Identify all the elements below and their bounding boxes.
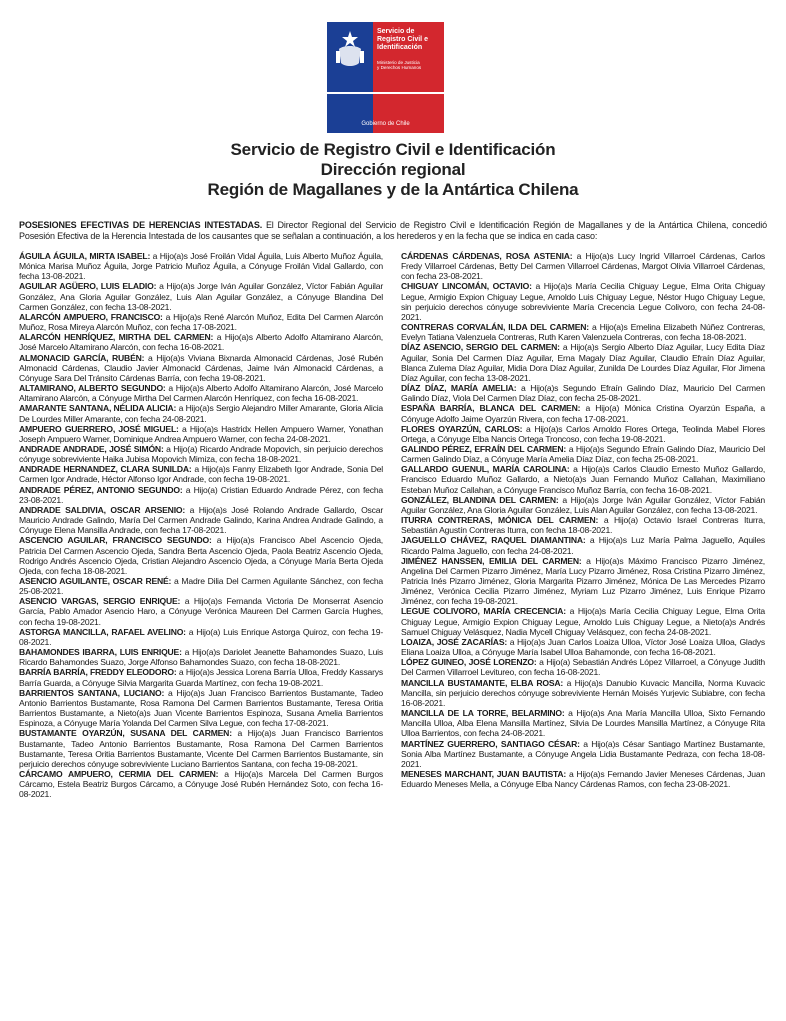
heirs-text: a Hijo(a)s Marcela Del Carmen Burgos Cárcamo, Estela Beatriz Burgos Cárcamo, a Cónyuge José Rubén Hernández Soto, con fecha 16-08-2021. bbox=[19, 768, 383, 800]
heirs-text: a Hijo(a)s Máximo Francisco Pizarro Jiménez, Angelina Del Carmen Pizarro Jiménez, María Lucy Pizarro Jiménez, Rosa Cristina Pizarro Jiménez, Patricia Inés Pizarro Jiménez, Gloria Margarita Pizarro Jiménez, Mónica De Las Mercedes Pizarro Jiménez, Verónica Cecilia Pizarro Jiménez, Myriam Luz Pizarro Jiménez, Luis Enrique Pizarro Jiménez, con fecha 19-08-2021. bbox=[401, 555, 765, 607]
notice-entry bbox=[19, 444, 383, 464]
logo-line-1: Servicio de bbox=[377, 28, 415, 35]
notice-entry bbox=[19, 353, 383, 383]
heirs-text: a Hijo(a)s Jessica Lorena Barría Ulloa, Freddy Kassarys Barría Guarda, a Cónyuge Silvia Margarita Guarda Martínez, con fecha 19-08-2021. bbox=[19, 667, 383, 688]
heirs-text: a Hijo(a)s José Froilán Vidal Águila, Luis Alberto Muñoz Águila, Mónica Marisa Muñoz Águila, Jorge Patricio Muñoz Águila, a Cónyuge Froilán Vidal Gallardo, con fecha 13-08-2021. bbox=[19, 251, 383, 282]
notice-entry bbox=[19, 535, 383, 576]
notice-entry bbox=[19, 667, 383, 687]
notice-entry bbox=[401, 556, 765, 607]
heirs-text: a Hijo(a)s Fernanda Victoria De Monserrat Asencio García, Pablo Amador Asencio Haro, a Cónyuge Verónica Maureen Del Carmen García Hughes, con fecha 19-08-2021. bbox=[19, 596, 384, 627]
notice-entry bbox=[401, 739, 765, 769]
document-title-block bbox=[0, 140, 786, 200]
decedent-name: BUSTAMANTE OYARZÚN, SUSANA DEL CARMEN: bbox=[19, 728, 232, 739]
decedent-name: MANCILLA DE LA TORRE, BELARMINO: bbox=[401, 708, 565, 719]
decedent-name: GALINDO PÉREZ, EFRAÍN DEL CARMEN: bbox=[401, 443, 567, 454]
heirs-text: a Hijo(a)s Viviana Bixnarda Almonacid Cárdenas, José Rubén Almonacid Cárdenas, Claudio Javier Almonacid Cárdenas, Jaime Iván Almonacid Cárdenas, a Cónyuge Sara Del Tránsito Cárdenas Barría, con fecha 19-08-2021. bbox=[19, 352, 383, 383]
notice-entry bbox=[19, 728, 383, 769]
decedent-name: BARRIENTOS SANTANA, LUCIANO: bbox=[19, 687, 165, 698]
decedent-name: ESPAÑA BARRÍA, BLANCA DEL CARMEN: bbox=[401, 403, 581, 414]
decedent-name: CÁRDENAS CÁRDENAS, ROSA ASTENIA: bbox=[401, 251, 573, 261]
heirs-text: a Hijo(a)s María Cecilia Chiguay Legue, Elma Orita Chiguay Legue, Armigio Expion Chiguay Legue, Arnoldo Luis Chiguay Legue, a Nieto(a)s Andrés Samuel Chiguay Velásquez, Nadia Mycell Chiguay Velásquez, con fecha 24-08-2021. bbox=[401, 606, 765, 637]
heirs-text: a Hijo(a)s Lucy Ingrid Villarroel Cárdenas, Carlos Fredy Villarroel Cárdenas, Betty Del Carmen Villarroel Cárdenas, Margot Olivia Villarroel Cárdenas, con fecha 23-08-2021. bbox=[401, 251, 765, 282]
decedent-name: ANDRADE HERNANDEZ, CLARA SUNILDA: bbox=[19, 464, 192, 475]
notice-entry bbox=[401, 403, 765, 423]
decedent-name: CONTRERAS CORVALÁN, ILDA DEL CARMEN: bbox=[401, 322, 589, 333]
heirs-text: a Hijo(a)s Luz María Palma Jaguello, Aquiles Ricardo Palma Jaguello, con fecha 24-08-2021. bbox=[401, 535, 765, 556]
notice-entry bbox=[19, 312, 383, 332]
decedent-name: FLORES OYARZÚN, CARLOS: bbox=[401, 423, 523, 434]
logo-sub-line-2: y Derechos Humanos bbox=[377, 65, 422, 71]
heirs-text: a Hijo(a)s Carlos Claudio Ernesto Muñoz Gallardo, Francisco Eduardo Muñoz Gallardo, a Nieto(a)s Juan Fernando Muñoz Callahan, Maximiliano Esteban Muñoz Callahan, a Cónyuge Francisco Muñoz Barría, con fecha 16-08-2021. bbox=[401, 464, 766, 495]
heirs-text: a Hijo(a) Luis Enrique Astorga Quiroz, con fecha 19-08-2021. bbox=[19, 626, 383, 647]
heirs-text: a Hijo(a)s María Cecilia Chiguay Legue, Elma Orita Chiguay Legue, Armigio Expion Chiguay Legue, Arnoldo Luis Chiguay Legue, Néstor Hugo Chiguay Legue, sin perjuicio derechos cónyuge sobreviviente María Crecencia Legue Colivoro, con fecha 24-08-2021. bbox=[401, 281, 765, 322]
heirs-text: a Hijo(a)s Segundo Efraín Galindo Díaz, Mauricio Del Carmen Galindo Díaz, a Cónyuge María Amelia Díaz Díaz, con fecha 25-08-2021. bbox=[401, 443, 765, 465]
decedent-name: ÁGUILA ÁGUILA, MIRTA ISABEL: bbox=[19, 251, 151, 261]
notice-entry bbox=[401, 464, 765, 494]
heirs-text: a Hijo(a)s Sergio Alberto Díaz Aguilar, Lucy Edita Díaz Aguilar, Sonia Del Carmen Díaz Aguilar, Erna Magaly Díaz Aguilar, Claudio Efraín Díaz Aguilar, Blanca Zulema Díaz Aguilar, Midia Dora Díaz Aguilar, Zunilda De Lourdes Díaz Aguilar, Flor Jimena Díaz Aguilar, con fecha 13-08-2021. bbox=[401, 342, 765, 383]
notice-entry bbox=[19, 576, 383, 596]
heirs-text: a Madre Dilia Del Carmen Aguilante Sánchez, con fecha 25-08-2021. bbox=[19, 576, 383, 597]
decedent-name: JIMÉNEZ HANSSEN, EMILIA DEL CARMEN: bbox=[401, 555, 582, 566]
decedent-name: ANDRADE ANDRADE, JOSÉ SIMÓN: bbox=[19, 443, 164, 454]
heirs-text: a Hijo(a)s Alberto Adolfo Altamirano Alarcón, José Marcelo Altamirano Alarcón, con fecha 16-08-2021. bbox=[19, 332, 383, 353]
decedent-name: ALMONACID GARCÍA, RUBÉN: bbox=[19, 352, 145, 363]
title-line-1: Servicio de Registro Civil e Identificación bbox=[230, 140, 556, 159]
heirs-text: a Hijo(a)s José Rolando Andrade Gallardo, Oscar Mauricio Andrade Galindo, María Del Carmen Andrade Galindo, Karina Andrea Andrade Galindo, a Cónyuge Elena Mansilla Andrade, con fecha 17-08-2021. bbox=[19, 504, 383, 536]
decedent-name: AMPUERO GUERRERO, JOSÉ MIGUEL: bbox=[19, 423, 179, 434]
decedent-name: JAGUELLO CHÁVEZ, RAQUEL DIAMANTINA: bbox=[401, 535, 586, 546]
notice-entry bbox=[19, 647, 383, 667]
decedent-name: ASCENCIO AGUILAR, FRANCISCO SEGUNDO: bbox=[19, 535, 212, 546]
notice-entry bbox=[401, 637, 765, 657]
heirs-text: a Hijo(a) Octavio Israel Contreras Iturra, Sebastián Agustín Contreras Iturra, con fecha 18-08-2021. bbox=[401, 515, 766, 536]
heirs-text: a Hijo(a)s Danubio Kuvacic Mancilla, Norma Kuvacic Mancilla, sin perjuicio derechos cónyuge sobreviviente Hernán Moisés Yurjevic Subiabre, con fecha 16-08-2021. bbox=[401, 677, 765, 708]
decedent-name: LOAIZA, JOSÉ ZACARÍAS: bbox=[401, 636, 508, 647]
notice-entry bbox=[401, 535, 765, 555]
intro-text: El Director Regional del Servicio de Registro Civil e Identificación Región de Magallanes y de la Antártica Chilena, concedió Posesión Efectiva de la Herencia Intestada de los causantes que se señalan a continuación, a los herederos y en la fecha que se indica en cada caso: bbox=[19, 220, 767, 241]
decedent-name: CÁRCAMO AMPUERO, CERMIA DEL CARMEN: bbox=[19, 768, 219, 779]
logo-title bbox=[377, 28, 443, 52]
notice-entry bbox=[401, 444, 765, 464]
heirs-text: a Hijo(a)s Emelina Elizabeth Núñez Contreras, Evelyn Tatiana Valenzuela Contreras, Ruth Karen Valenzuela Contreras, con fecha 18-08-2021. bbox=[401, 322, 765, 343]
heirs-text: a Hijo(a)s César Santiago Martínez Bustamante, Sonia Alba Martínez Bustamante, a Cónyuge Angela Lidia Bustamante Pedraza, con fecha 18-08-2021. bbox=[401, 738, 765, 769]
notice-entry bbox=[401, 495, 765, 515]
heirs-text: a Hijo(a) Mónica Cristina Oyarzún España, a Cónyuge Adolfo Jaime Oyarzún Rivera, con fecha 17-08-2021. bbox=[401, 403, 766, 424]
heirs-text: a Hijo(a) Cristian Eduardo Andrade Pérez, con fecha 23-08-2021. bbox=[19, 484, 384, 505]
registro-civil-logo bbox=[327, 22, 444, 133]
heirs-text: a Hijo(a)s Juan Carlos Loaiza Ulloa, Víctor José Loaiza Ulloa, Gladys Eliana Loaiza Ulloa, a Cónyuge María Isabel Ulloa Bahamonde, con fecha 16-08-2021. bbox=[401, 636, 765, 658]
heirs-text: a Hijo(a)s Alberto Adolfo Altamirano Alarcón, José Marcelo Altamirano Alarcón, a Cónyuge Mirtha Del Carmen Alarcón Henríquez, con fecha 16-08-2021. bbox=[19, 383, 384, 404]
notice-entry bbox=[19, 769, 383, 799]
notice-entry bbox=[401, 657, 765, 677]
notice-entry bbox=[19, 464, 383, 484]
notice-entry bbox=[19, 596, 383, 626]
notice-entry bbox=[19, 383, 383, 403]
decedent-name: GONZÁLEZ, BLANDINA DEL CARMEN: bbox=[401, 494, 559, 505]
notice-entry bbox=[401, 606, 765, 636]
left-column bbox=[19, 251, 383, 799]
decedent-name: DÍAZ ASENCIO, SERGIO DEL CARMEN: bbox=[401, 342, 560, 353]
notice-entry bbox=[401, 281, 765, 322]
heirs-text: a Hijo(a)s René Alarcón Muñoz, Edita Del Carmen Alarcón Muñoz, Rosa Mireya Alarcón Muñoz, con fecha 17-08-2021. bbox=[19, 311, 384, 333]
notice-entry bbox=[401, 515, 765, 535]
heirs-text: a Hijo(a)s Dariolet Jeanette Bahamondes Suazo, Luis Ricardo Bahamondes Suazo, Jorge Alfonso Bahamondes Suazo, con fecha 18-08-2021. bbox=[19, 647, 383, 668]
heirs-text: a Hijo(a)s Sergio Alejandro Miller Amarante, Gloria Alicia De Lourdes Miller Amarante, con fecha 24-08-2021. bbox=[19, 403, 383, 424]
heirs-text: a Hijo(a)s Jorge Iván Aguilar González, Víctor Fabián Aguilar González, Ana Gloria Aguilar González, Luis Alan Aguilar González, a Cónyuge Blandina Del Carmen González, con fecha 13-08-2021. bbox=[19, 281, 383, 312]
chile-crest-icon bbox=[333, 29, 367, 69]
intro-lead: POSESIONES EFECTIVAS DE HERENCIAS INTESTADAS. bbox=[19, 220, 263, 230]
decedent-name: LEGUE COLIVORO, MARÍA CRECENCIA: bbox=[401, 606, 566, 617]
notice-entry bbox=[401, 383, 765, 403]
notice-entry bbox=[19, 627, 383, 647]
notice-entry bbox=[401, 322, 765, 342]
decedent-name: ALARCÓN HENRÍQUEZ, MIRTHA DEL CARMEN: bbox=[19, 332, 214, 343]
heirs-text: a Hijo(a)s Segundo Efraín Galindo Díaz, Mauricio Del Carmen Galindo Díaz, Viola Del Carmen Díaz Díaz, con fecha 25-08-2021. bbox=[401, 383, 765, 404]
notice-entry bbox=[19, 281, 383, 311]
heirs-text: a Hijo(a)s Ana María Mancilla Ulloa, Sixto Fernando Mancilla Ulloa, Alba Elena Mansilla Martínez, Silvia De Lourdes Mansilla Martínez, a Cónyuge Rita Ulloa Barrientos, con fecha 24-08-2021. bbox=[401, 708, 765, 739]
notice-entry bbox=[19, 403, 383, 423]
notice-entry bbox=[19, 688, 383, 729]
heirs-text: a Hijo(a)s Fanny Elizabeth Igor Andrade, Sonia Del Carmen Igor Andrade, Héctor Alfonso Igor Andrade, con fecha 19-08-2021. bbox=[19, 464, 383, 485]
decedent-name: ALARCÓN AMPUERO, FRANCISCO: bbox=[19, 311, 163, 322]
heirs-text: a Hijo(a)s Jorge Iván Aguilar González, Víctor Fabián Aguilar González, Ana Gloria Aguilar González, Luis Alan Aguilar González, con fecha 13-08-2021. bbox=[401, 494, 765, 515]
decedent-name: MANCILLA BUSTAMANTE, ELBA ROSA: bbox=[401, 677, 564, 688]
decedent-name: CHIGUAY LINCOMÁN, OCTAVIO: bbox=[401, 281, 532, 292]
decedent-name: ASENCIO AGUILANTE, OSCAR RENÉ: bbox=[19, 576, 172, 586]
decedent-name: AGUILAR AGÜERO, LUIS ELADIO: bbox=[19, 281, 157, 292]
logo-blue-bottom-block bbox=[327, 94, 373, 133]
right-column bbox=[401, 251, 765, 789]
logo-gobierno-label: Gobierno de Chile bbox=[361, 121, 410, 127]
decedent-name: ASENCIO VARGAS, SERGIO ENRIQUE: bbox=[19, 596, 181, 607]
decedent-name: DÍAZ DÍAZ, MARÍA AMELIA: bbox=[401, 383, 517, 394]
notice-entry bbox=[401, 678, 765, 708]
notice-entry bbox=[401, 251, 765, 281]
notice-entry bbox=[19, 424, 383, 444]
heirs-text: a Hijo(a) Ricardo Andrade Mopovich, sin perjuicio derechos cónyuge sobreviviente Haika Jubisa Mopovich Mimiza, con fecha 18-08-2021. bbox=[19, 443, 383, 465]
decedent-name: MENESES MARCHANT, JUAN BAUTISTA: bbox=[401, 768, 567, 779]
notice-entry bbox=[19, 485, 383, 505]
heirs-text: a Hijo(a)s Francisco Abel Ascencio Ojeda, Patricia Del Carmen Ascencio Ojeda, Sandra Berta Ascencio Ojeda, Paola Beatriz Ascencio Ojeda, Rodrigo Andrés Ascencio Ojeda, Cristian Alejandro Ascencio Ojeda, a Cónyuge María Berta Ojeda Ojeda, con fecha 18-08-2021. bbox=[19, 535, 383, 576]
notice-entry bbox=[401, 769, 765, 789]
title-line-2: Dirección regional bbox=[320, 160, 466, 179]
title-line-3: Región de Magallanes y de la Antártica Chilena bbox=[207, 180, 579, 199]
decedent-name: ALTAMIRANO, ALBERTO SEGUNDO: bbox=[19, 383, 166, 394]
decedent-name: ASTORGA MANCILLA, RAFAEL AVELINO: bbox=[19, 626, 186, 637]
decedent-name: LÓPEZ GUINEO, JOSÉ LORENZO: bbox=[401, 657, 537, 668]
decedent-name: ANDRADE SALDIVIA, OSCAR ARSENIO: bbox=[19, 504, 186, 515]
heirs-text: a Hijo(a)s Hastridx Hellen Ampuero Warner, Yonathan Joseph Ampuero Warner, Dominique Andrea Ampuero Warner, con fecha 24-08-2021. bbox=[19, 423, 384, 444]
logo-line-2: Registro Civil e bbox=[377, 36, 428, 43]
decedent-name: BAHAMONDES IBARRA, LUIS ENRIQUE: bbox=[19, 647, 182, 658]
decedent-name: ITURRA CONTRERAS, MÓNICA DEL CARMEN: bbox=[401, 515, 599, 526]
intro-paragraph bbox=[19, 220, 767, 242]
notice-entry bbox=[19, 332, 383, 352]
decedent-name: AMARANTE SANTANA, NÉLIDA ALICIA: bbox=[19, 403, 177, 414]
heirs-text: a Hijo(a)s Fernando Javier Meneses Cárdenas, Juan Eduardo Meneses Mella, a Cónyuge Elba Nancy Cárdenas Ramos, con fecha 23-08-2021. bbox=[401, 768, 765, 790]
decedent-name: BARRÍA BARRÍA, FREDDY ELEODORO: bbox=[19, 667, 177, 678]
heirs-text: a Hijo(a)s Carlos Arnoldo Flores Ortega, Teolinda Mabel Flores Ortega, a Cónyuge Elba Nancis Ortega Troncoso, con fecha 19-08-2021. bbox=[401, 423, 765, 444]
heirs-text: a Hijo(a)s Juan Francisco Barrientos Bustamante, Tadeo Antonio Barrientos Bustamante, Rosa Ramona Del Carmen Barrientos Bustamante, Teresa Oritia Barrientos Bustamante, Vicente Del Carmen Barrientos Bustamante, sin perjuicio derechos cónyuge sobreviviente Luciano Barrientos Santana, con fecha 19-08-2021. bbox=[19, 728, 383, 769]
decedent-name: ANDRADE PÉREZ, ANTONIO SEGUNDO: bbox=[19, 484, 183, 495]
decedent-name: MARTÍNEZ GUERRERO, SANTIAGO CÉSAR: bbox=[401, 738, 580, 749]
notice-entry bbox=[19, 251, 383, 281]
heirs-text: a Hijo(a) Sebastián Andrés López Villarroel, a Cónyuge Judith Del Carmen Villarroel Levitureo, con fecha 16-08-2021. bbox=[401, 657, 765, 678]
logo-sub-line-1: Ministerio de Justicia bbox=[377, 60, 420, 65]
logo-ministry bbox=[377, 60, 443, 71]
notice-entry bbox=[401, 424, 765, 444]
notice-entry bbox=[19, 505, 383, 535]
decedent-name: GALLARDO GUENUL, MARÍA CAROLINA: bbox=[401, 464, 570, 475]
logo-line-3: Identificación bbox=[377, 44, 423, 51]
notice-entry bbox=[401, 342, 765, 383]
notice-entry bbox=[401, 708, 765, 738]
heirs-text: a Hijo(a)s Juan Francisco Barrientos Bustamante, Tadeo Antonio Barrientos Bustamante, Rosa Ramona Del Carmen Barrientos Bustamante, Teresa Oritia Barrientos Bustamante, a Nieto(a)s Juan Vicente Barrientos Espinoza, Susana Amelia Barrientos Espinoza, a Cónyuge María Yolanda Del Carmen Silva Legue, con fecha 17-08-2021. bbox=[19, 687, 384, 729]
